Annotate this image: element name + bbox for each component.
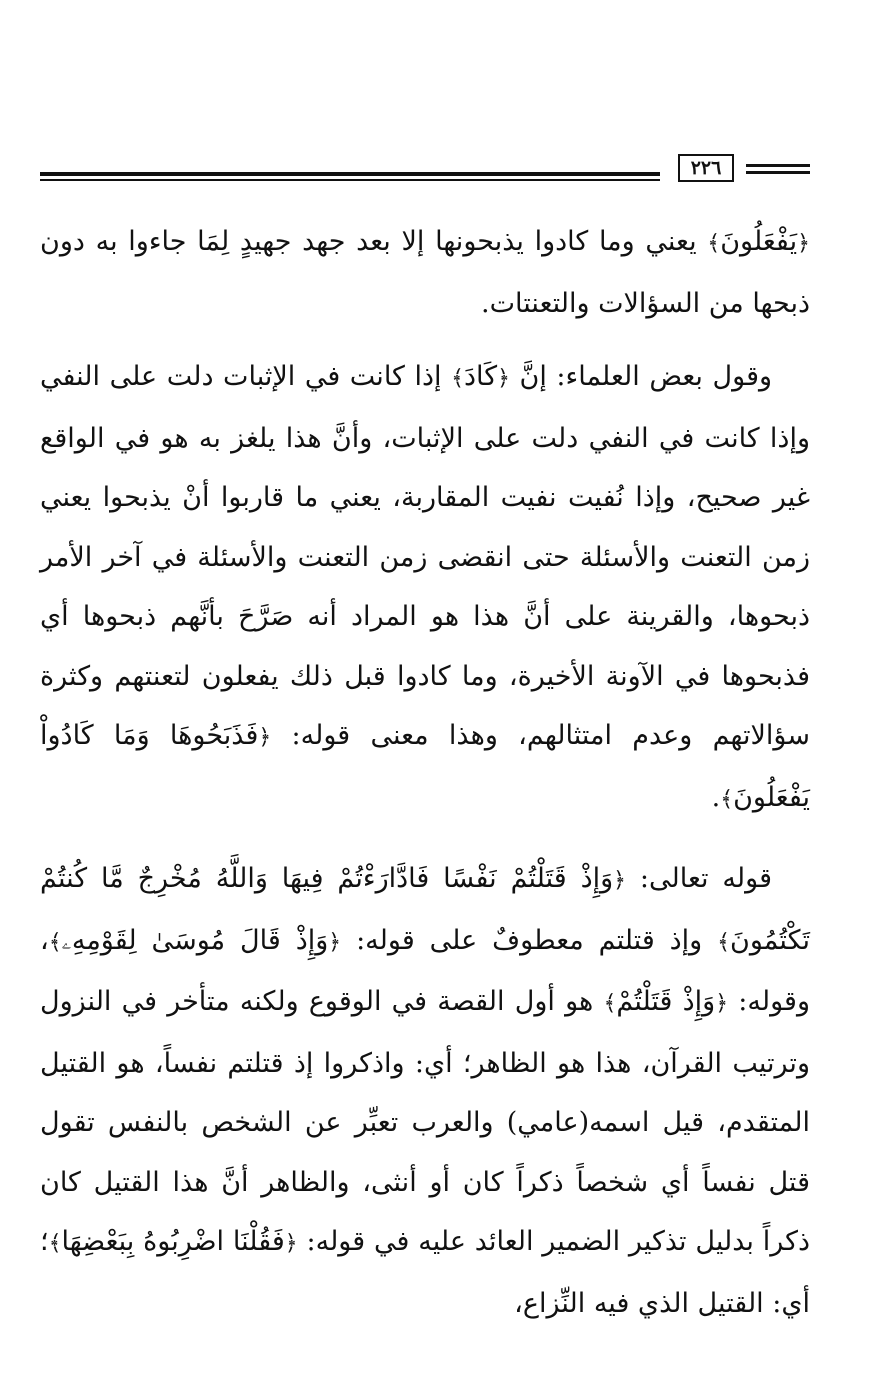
verse-bracket-open: ﴿ <box>715 991 729 1016</box>
page-header <box>40 148 810 188</box>
quran-verse <box>603 986 728 1017</box>
body-text: وإذ قتلتم معطوفٌ على قوله: <box>341 924 718 956</box>
verse-bracket-close: ﴾ <box>451 366 464 391</box>
verse-bracket-close: ﴾ <box>707 231 721 256</box>
verse-bracket-close: ﴾ <box>48 929 62 955</box>
paragraph-1 <box>40 212 810 333</box>
verse-bracket-open: ﴿ <box>328 929 342 955</box>
quran-verse <box>49 925 341 956</box>
verse-text: فَذَبَحُوهَا وَمَا كَادُواْ يَفْعَلُونَ <box>40 720 810 813</box>
verse-text: فَقُلْنَا اضْرِبُوهُ بِبَعْضِهَا <box>61 1226 285 1257</box>
verse-bracket-open: ﴿ <box>797 231 810 256</box>
quran-verse <box>707 226 810 257</box>
paragraph-2 <box>40 347 810 829</box>
body-text: هو أول القصة في الوقوع ولكنه متأخر في النزول وترتيب القرآن، هذا هو الظاهر؛ أي: واذكروا إذ قتلتم نفساً، هو القتيل المتقدم، قيل اسمه(عامي) والعرب تعبِّر عن الشخص بالنفس تقول قتل نفساً أي شخصاً ذكراً كان أو أنثى، والظاهر أنَّ هذا القتيل كان ذكراً بدليل تذكير الضمير العائد عليه في قوله: <box>40 986 811 1257</box>
body-text: وقول بعض العلماء: إنَّ <box>509 361 773 392</box>
verse-bracket-close: ﴾ <box>48 1231 62 1256</box>
verse-bracket-open: ﴿ <box>613 868 627 893</box>
verse-text: يَفْعَلُونَ <box>720 226 798 257</box>
header-rule-long <box>40 172 660 181</box>
page-body <box>40 212 810 1333</box>
body-text: ، وقوله: <box>40 924 810 1017</box>
verse-bracket-open: ﴿ <box>284 1231 298 1256</box>
paragraph-3 <box>40 849 810 1333</box>
header-rule-short <box>746 164 810 174</box>
verse-bracket-close: ﴾ <box>717 929 731 955</box>
page-number: ٢٢٦ <box>678 154 734 182</box>
verse-bracket-close: ﴾ <box>603 991 617 1016</box>
verse-text: وَإِذْ قَتَلْتُمْ نَفْسًا فَادَّارَءْتُمْ فِيهَا وَاللَّهُ مُخْرِجٌ مَّا كُنتُمْ تَكْتُمُونَ <box>40 863 810 956</box>
quran-verse <box>451 361 510 392</box>
body-text: قوله تعالى: <box>626 863 772 894</box>
quran-verse <box>49 1226 298 1257</box>
body-text: . <box>711 781 721 813</box>
body-text: يعني وما كادوا يذبحونها إلا بعد جهد جهيدٍ لِمَا جاءوا به دون ذبحها من السؤالات والتعنتات. <box>40 226 810 319</box>
body-text: ؛ أي: القتيل الذي فيه النِّزاع، <box>40 1226 810 1319</box>
body-text: إذا كانت في الإثبات دلت على النفي وإذا كانت في النفي دلت على الإثبات، وأنَّ هذا يلغز به هو في الواقع غير صحيح، وإذا نُفيت نفيت المقاربة، يعني ما قاربوا أنْ يذبحوا يعني زمن التعنت والأسئلة حتى انقضى زمن التعنت والأسئلة في آخر الأمر ذبحوها، والقرينة على أنَّ هذا هو المراد أنه صَرَّحَ بأنَّهم ذبحوها أي فذبحوها في الآونة الأخيرة، وما كادوا قبل ذلك يفعلون لتعنتهم وكثرة سؤالاتهم وعدم امتثالهم، وهذا معنى قوله: <box>40 361 810 751</box>
verse-text: وَإِذْ قَالَ مُوسَىٰ لِقَوْمِهِۦ <box>61 924 329 956</box>
verse-bracket-open: ﴿ <box>258 725 272 750</box>
verse-bracket-close: ﴾ <box>720 786 734 812</box>
verse-text: كَادَ <box>463 361 498 392</box>
verse-bracket-open: ﴿ <box>497 366 510 391</box>
verse-text: وَإِذْ قَتَلْتُمْ <box>616 986 716 1017</box>
